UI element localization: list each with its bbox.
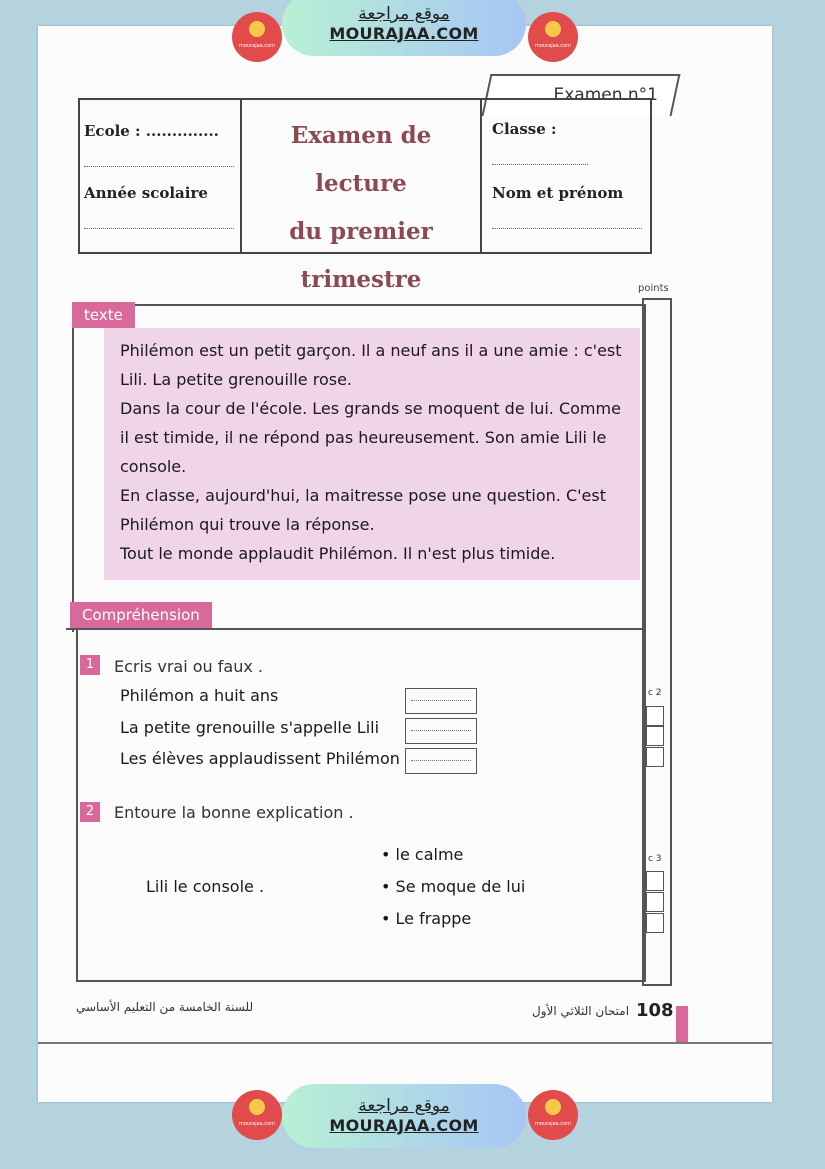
reading-passage bbox=[120, 336, 628, 568]
left-bottom-logo-icon: mourajaa.com bbox=[232, 1090, 282, 1140]
footer-exam-text: امتحان الثلاثي الأول bbox=[532, 1004, 630, 1018]
comprehension-tab: Compréhension bbox=[70, 602, 212, 628]
page-bottom-line bbox=[38, 1042, 772, 1044]
question-2-number: 2 bbox=[80, 802, 100, 822]
texte-tab: texte bbox=[72, 302, 135, 328]
page-accent-bar bbox=[676, 1006, 688, 1042]
bottom-banner[interactable] bbox=[282, 1084, 526, 1148]
passage-paragraph: Tout le monde applaudit Philémon. Il n'est plus timide. bbox=[120, 544, 556, 563]
top-banner[interactable] bbox=[282, 0, 526, 56]
q2-score-label: c 3 bbox=[648, 854, 662, 864]
q2-sentence: Lili le console . bbox=[146, 877, 265, 896]
q2-option[interactable]: • le calme bbox=[381, 845, 464, 864]
q1-answer-box[interactable] bbox=[405, 688, 477, 714]
question-1-number: 1 bbox=[80, 655, 100, 675]
exam-title: Examen de lecture du premier trimestre bbox=[289, 122, 433, 293]
question-2-instruction: Entoure la bonne explication . bbox=[114, 803, 354, 822]
footer-grade-text: للسنة الخامسة من التعليم الأساسي bbox=[76, 1000, 254, 1014]
q2-score-box[interactable] bbox=[646, 871, 664, 891]
passage-paragraph: Dans la cour de l'école. Les grands se moquent de lui. Comme il est timide, il ne répond pas heureusement. Son amie Lili le console. bbox=[120, 399, 621, 476]
points-label: points bbox=[638, 283, 669, 294]
exam-header bbox=[78, 98, 652, 293]
nom-label: Nom et prénom bbox=[492, 184, 624, 202]
banner-url[interactable]: MOURAJAA.COM bbox=[329, 1116, 479, 1135]
passage-paragraph: En classe, aujourd'hui, la maitresse pose une question. C'est Philémon qui trouve la réponse. bbox=[120, 486, 606, 534]
q2-option[interactable]: • Se moque de lui bbox=[381, 877, 526, 896]
q1-item: Philémon a huit ans bbox=[120, 686, 279, 705]
q1-score-box[interactable] bbox=[646, 706, 664, 726]
ecole-label: Ecole : .............. bbox=[84, 122, 219, 140]
q1-score-box[interactable] bbox=[646, 747, 664, 767]
q1-score-label: c 2 bbox=[648, 688, 662, 698]
q1-answer-box[interactable] bbox=[405, 718, 477, 744]
q1-item: Les élèves applaudissent Philémon bbox=[120, 749, 400, 768]
q1-answer-box[interactable] bbox=[405, 748, 477, 774]
q2-score-box[interactable] bbox=[646, 913, 664, 933]
right-bottom-logo-icon: mourajaa.com bbox=[528, 1090, 578, 1140]
q2-score-box[interactable] bbox=[646, 892, 664, 912]
q1-score-box[interactable] bbox=[646, 726, 664, 746]
classe-label: Classe : bbox=[492, 120, 557, 138]
q2-option[interactable]: • Le frappe bbox=[381, 909, 472, 928]
page-number: 108 bbox=[636, 1000, 674, 1021]
exam-number-tab: Examen n°1 bbox=[482, 74, 681, 116]
header-left-cell bbox=[80, 100, 242, 252]
header-right-cell bbox=[482, 100, 650, 252]
q1-item: La petite grenouille s'appelle Lili bbox=[120, 718, 380, 737]
annee-label: Année scolaire bbox=[84, 184, 208, 202]
banner-url[interactable]: MOURAJAA.COM bbox=[329, 24, 479, 43]
right-top-logo-icon: mourajaa.com bbox=[528, 12, 578, 62]
question-1-instruction: Ecris vrai ou faux . bbox=[114, 657, 263, 676]
banner-arabic: موقع مراجعة bbox=[358, 4, 450, 24]
passage-paragraph: Philémon est un petit garçon. Il a neuf ans il a une amie : c'est Lili. La petite grenouille rose. bbox=[120, 341, 622, 389]
left-top-logo-icon: mourajaa.com bbox=[232, 12, 282, 62]
header-title-cell bbox=[242, 100, 482, 293]
banner-arabic: موقع مراجعة bbox=[358, 1096, 450, 1116]
